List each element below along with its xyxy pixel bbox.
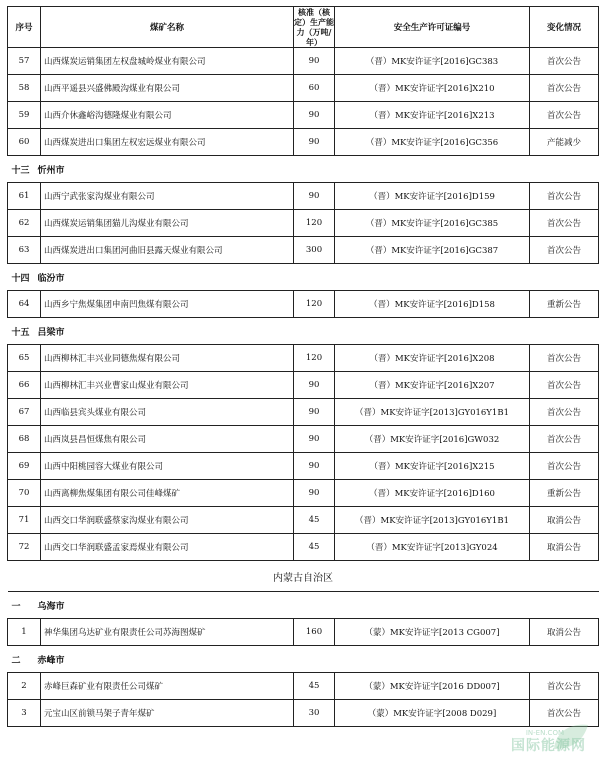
table-row <box>8 210 599 237</box>
row-permit: （晋）MK安许证字[2016]D159 <box>335 183 530 210</box>
row-seq: 59 <box>8 102 41 129</box>
row-seq: 62 <box>8 210 41 237</box>
group-number: 一 <box>11 601 21 612</box>
row-mine-name: 山西柳林汇丰兴业同德焦煤有限公司 <box>41 345 294 372</box>
row-permit: （晋）MK安许证字[2016]GC385 <box>335 210 530 237</box>
group-row-lvliang <box>8 318 599 345</box>
group-number: 二 <box>11 655 21 666</box>
row-change: 首次公告 <box>530 102 599 129</box>
row-permit: （晋）MK安许证字[2016]X213 <box>335 102 530 129</box>
table-row <box>8 129 599 156</box>
row-permit: （晋）MK安许证字[2016]GC383 <box>335 48 530 75</box>
row-change: 取消公告 <box>530 619 599 646</box>
row-capacity: 90 <box>294 102 335 129</box>
rows-group-e <box>8 619 599 646</box>
header-seq: 序号 <box>8 7 41 48</box>
row-seq: 64 <box>8 291 41 318</box>
row-capacity: 45 <box>294 534 335 561</box>
row-seq: 72 <box>8 534 41 561</box>
row-mine-name: 山西介休鑫峪沟德隆煤业有限公司 <box>41 102 294 129</box>
row-seq: 71 <box>8 507 41 534</box>
row-permit: （晋）MK安许证字[2016]X207 <box>335 372 530 399</box>
row-mine-name: 赤峰巨森矿业有限责任公司煤矿 <box>41 673 294 700</box>
row-capacity: 45 <box>294 507 335 534</box>
row-permit: （晋）MK安许证字[2016]X210 <box>335 75 530 102</box>
table-row <box>8 48 599 75</box>
table-row <box>8 399 599 426</box>
row-permit: （晋）MK安许证字[2016]X208 <box>335 345 530 372</box>
rows-group-a <box>8 48 599 156</box>
row-change: 产能减少 <box>530 129 599 156</box>
table-header-row <box>8 7 599 48</box>
region-title: 内蒙古自治区 <box>8 561 599 592</box>
row-seq: 2 <box>8 673 41 700</box>
row-mine-name: 山西平遥县兴盛佛殿沟煤业有限公司 <box>41 75 294 102</box>
header-name: 煤矿名称 <box>41 7 294 48</box>
table-row <box>8 183 599 210</box>
row-permit: （晋）MK安许证字[2016]D160 <box>335 480 530 507</box>
row-mine-name: 山西柳林汇丰兴业曹家山煤业有限公司 <box>41 372 294 399</box>
table-row <box>8 426 599 453</box>
row-permit: （晋）MK安许证字[2013]GY016Y1B1 <box>335 507 530 534</box>
row-change: 首次公告 <box>530 453 599 480</box>
row-mine-name: 山西临县宾头煤业有限公司 <box>41 399 294 426</box>
watermark-text: 国际能源网 <box>511 738 586 754</box>
row-seq: 61 <box>8 183 41 210</box>
group-name: 赤峰市 <box>37 655 65 666</box>
group-number: 十四 <box>11 273 30 284</box>
row-seq: 66 <box>8 372 41 399</box>
table-row <box>8 372 599 399</box>
row-mine-name: 山西煤炭运销集团猫儿沟煤业有限公司 <box>41 210 294 237</box>
group-row-wuhai <box>8 592 599 619</box>
row-seq: 63 <box>8 237 41 264</box>
row-capacity: 30 <box>294 700 335 727</box>
row-capacity: 90 <box>294 48 335 75</box>
row-permit: （蒙）MK安许证字[2008 D029] <box>335 700 530 727</box>
row-capacity: 90 <box>294 480 335 507</box>
row-seq: 65 <box>8 345 41 372</box>
row-change: 重新公告 <box>530 291 599 318</box>
row-capacity: 45 <box>294 673 335 700</box>
row-change: 首次公告 <box>530 700 599 727</box>
row-mine-name: 山西交口华润联盛孟家焉煤业有限公司 <box>41 534 294 561</box>
row-change: 首次公告 <box>530 673 599 700</box>
row-mine-name: 山西交口华润联盛蔡家沟煤业有限公司 <box>41 507 294 534</box>
row-capacity: 90 <box>294 183 335 210</box>
group-row-xinzhou <box>8 156 599 183</box>
table-row <box>8 237 599 264</box>
row-permit: （晋）MK安许证字[2016]D158 <box>335 291 530 318</box>
row-change: 取消公告 <box>530 534 599 561</box>
row-seq: 1 <box>8 619 41 646</box>
row-seq: 57 <box>8 48 41 75</box>
group-name: 吕梁市 <box>37 327 65 338</box>
row-change: 首次公告 <box>530 48 599 75</box>
table-row <box>8 102 599 129</box>
table-row <box>8 345 599 372</box>
row-permit: （晋）MK安许证字[2016]GW032 <box>335 426 530 453</box>
row-permit: （晋）MK安许证字[2016]GC387 <box>335 237 530 264</box>
watermark-sub: IN-EN.COM <box>525 729 564 737</box>
header-permit: 安全生产许可证编号 <box>335 7 530 48</box>
row-permit: （晋）MK安许证字[2013]GY024 <box>335 534 530 561</box>
row-capacity: 120 <box>294 210 335 237</box>
row-mine-name: 元宝山区前锁马架子青年煤矿 <box>41 700 294 727</box>
row-permit: （晋）MK安许证字[2016]GC356 <box>335 129 530 156</box>
row-seq: 69 <box>8 453 41 480</box>
row-capacity: 90 <box>294 399 335 426</box>
row-change: 首次公告 <box>530 345 599 372</box>
row-mine-name: 山西煤炭进出口集团左权宏远煤业有限公司 <box>41 129 294 156</box>
rows-group-c <box>8 291 599 318</box>
row-seq: 60 <box>8 129 41 156</box>
group-name: 临汾市 <box>37 273 65 284</box>
table-row <box>8 480 599 507</box>
row-change: 首次公告 <box>530 183 599 210</box>
row-mine-name: 山西煤炭运销集团左权盘城岭煤业有限公司 <box>41 48 294 75</box>
row-mine-name: 山西中阳桃园容大煤业有限公司 <box>41 453 294 480</box>
row-mine-name: 山西煤炭进出口集团河曲旧县露天煤业有限公司 <box>41 237 294 264</box>
header-change: 变化情况 <box>530 7 599 48</box>
row-permit: （晋）MK安许证字[2013]GY016Y1B1 <box>335 399 530 426</box>
row-permit: （晋）MK安许证字[2016]X215 <box>335 453 530 480</box>
table-row <box>8 291 599 318</box>
table-row <box>8 507 599 534</box>
row-change: 重新公告 <box>530 480 599 507</box>
header-capacity: 核准（核定）生产能力（万吨/年） <box>294 7 334 47</box>
row-change: 首次公告 <box>530 237 599 264</box>
row-mine-name: 神华集团乌达矿业有限责任公司苏海图煤矿 <box>41 619 294 646</box>
row-seq: 67 <box>8 399 41 426</box>
row-permit: （蒙）MK安许证字[2013 CG007] <box>335 619 530 646</box>
watermark-logo <box>484 719 594 759</box>
row-change: 首次公告 <box>530 399 599 426</box>
row-seq: 58 <box>8 75 41 102</box>
row-change: 首次公告 <box>530 210 599 237</box>
rows-group-b <box>8 183 599 264</box>
group-number: 十三 <box>11 165 30 176</box>
row-mine-name: 山西宁武张家沟煤业有限公司 <box>41 183 294 210</box>
table-row <box>8 619 599 646</box>
row-seq: 3 <box>8 700 41 727</box>
row-capacity: 90 <box>294 426 335 453</box>
row-capacity: 90 <box>294 372 335 399</box>
group-row-linfen <box>8 264 599 291</box>
row-capacity: 120 <box>294 291 335 318</box>
row-mine-name: 山西岚县昌恒煤焦有限公司 <box>41 426 294 453</box>
row-change: 取消公告 <box>530 507 599 534</box>
group-number: 十五 <box>11 327 30 338</box>
row-mine-name: 山西离柳焦煤集团有限公司佳峰煤矿 <box>41 480 294 507</box>
row-capacity: 60 <box>294 75 335 102</box>
table-row <box>8 534 599 561</box>
row-capacity: 120 <box>294 345 335 372</box>
region-row <box>8 561 599 592</box>
row-mine-name: 山西乡宁焦煤集团申南凹焦煤有限公司 <box>41 291 294 318</box>
row-permit: （蒙）MK安许证字[2016 DD007] <box>335 673 530 700</box>
table-row <box>8 453 599 480</box>
table-row <box>8 673 599 700</box>
group-row-chifeng <box>8 646 599 673</box>
row-capacity: 160 <box>294 619 335 646</box>
table-row <box>8 75 599 102</box>
row-capacity: 90 <box>294 453 335 480</box>
group-name: 乌海市 <box>37 601 65 612</box>
row-seq: 68 <box>8 426 41 453</box>
row-change: 首次公告 <box>530 372 599 399</box>
row-change: 首次公告 <box>530 75 599 102</box>
row-change: 首次公告 <box>530 426 599 453</box>
group-name: 忻州市 <box>37 165 65 176</box>
row-capacity: 90 <box>294 129 335 156</box>
coal-mine-table <box>7 6 599 727</box>
rows-group-d <box>8 345 599 561</box>
row-capacity: 300 <box>294 237 335 264</box>
row-seq: 70 <box>8 480 41 507</box>
